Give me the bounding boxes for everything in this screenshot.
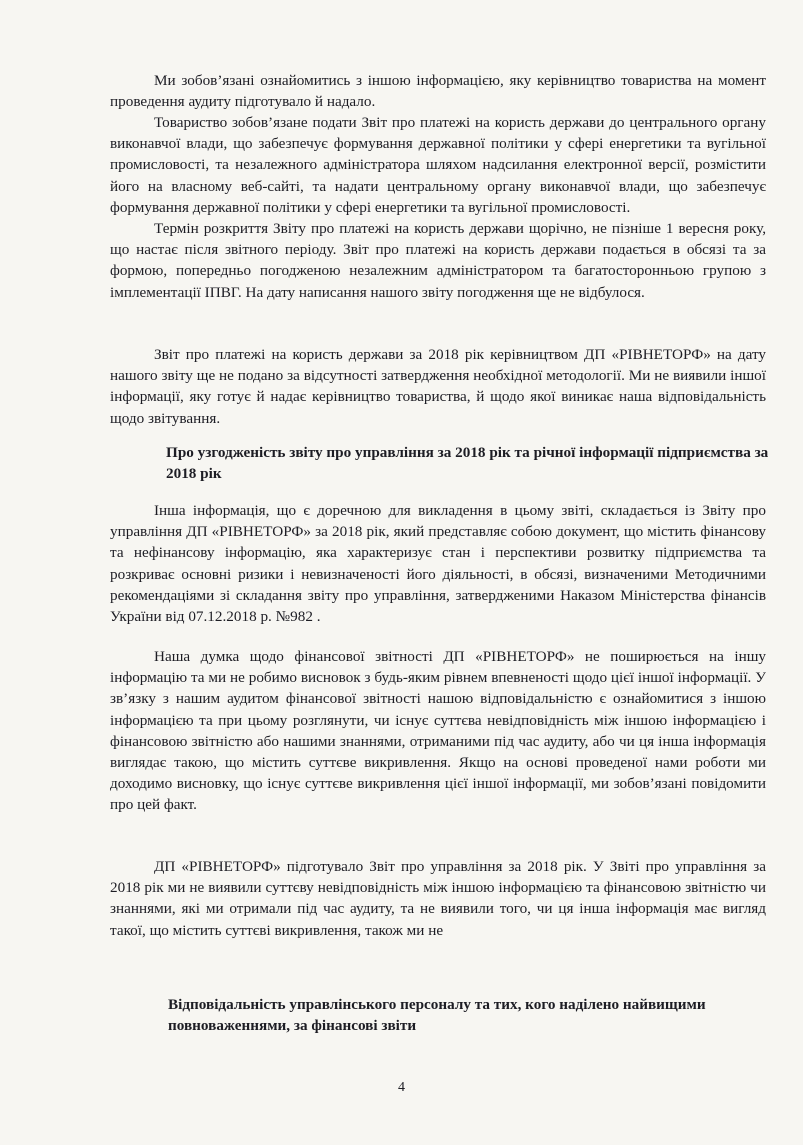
paragraph-disclosure-deadline: Термін розкриття Звіту про платежі на користь держави щорічно, не пізніше 1 вересня року, що настає після звітного періоду. Звіт про платежі на користь держави подається в обсязі та за формою, попередньо погодженою незалежним адміністратором та багатосторонньою групою з імплементації ІПВГ. На дату написання нашого звіту погодження ще не відбулося. [110, 220, 766, 301]
paragraph-management-report: ДП «РІВНЕТОРФ» підготувало Звіт про управління за 2018 рік. У Звіті про управління за 2018 рік ми не виявили суттєву невідповідність між іншою інформацією та фінансовою звітністю чи знаннями, які ми отримали під час аудиту, та не виявили того, чи ця інша інформація має вигляд такої, що містить суттєві викривлення, також ми не [110, 858, 766, 939]
paragraph-report-not-submitted: Звіт про платежі на користь держави за 2018 рік керівництвом ДП «РІВНЕТОРФ» на дату нашого звіту ще не подано за відсутності затвердження необхідної методології. Ми не виявили іншої інформації, яку готує й надає керівництво товариства, й щодо якої виникає наша відповідальність щодо звітування. [110, 346, 766, 427]
page-number: 4 [398, 1080, 405, 1095]
paragraph-payments-report-submission: Товариство зобов’язане подати Звіт про платежі на користь держави до центрального органу виконавчої влади, що забезпечує формування державної політики у сфері енергетики та вугільної промисловості, та незалежного адміністратора шляхом надсилання електронної версії, розмістити його на власному веб-сайті, та надати центральному органу виконавчої влади, що забезпечує формування державної політики у сфері енергетики та вугільної промисловості. [110, 114, 766, 216]
paragraph-other-information-duty: Ми зобов’язані ознайомитись з іншою інформацією, яку керівництво товариства на момент проведення аудиту підготувало й надало. [110, 72, 766, 111]
paragraph-our-opinion: Наша думка щодо фінансової звітності ДП «РІВНЕТОРФ» не поширюється на іншу інформацію та ми не робимо висновок з будь-яким рівнем впевненості щодо цієї іншої інформації. У зв’язку з нашим аудитом фінансової звітності нашою відповідальністю є ознайомитися з іншою інформацією та при цьому розглянути, чи існує суттєва невідповідність між іншою інформацією і фінансовою звітністю або нашими знаннями, отриманими під час аудиту, або чи ця інша інформація виглядає такою, що містить суттєве викривлення. Якщо на основі проведеної нами роботи ми доходимо висновку, що існує суттєве викривлення цієї іншої інформації, ми зобов’язані повідомити про цей факт. [110, 648, 766, 814]
paragraph-other-information-scope: Інша інформація, що є доречною для викладення в цьому звіті, складається із Звіту про управління ДП «РІВНЕТОРФ» за 2018 рік, який представляє собою документ, що містить фінансову та нефінансову інформацію, яка характеризує стан і перспективи розвитку підприємства та розкриває основні ризики і невизначеності його діяльності, в обсязі, визначеними Методичними рекомендаціями зі складання звіту про управління, затвердженими Наказом Міністерства фінансів України від 07.12.2018 р. №982 . [110, 502, 766, 626]
heading-management-responsibility: Відповідальність управлінського персоналу та тих, кого наділено найвищими повноваженнями, за фінансові звіти [168, 996, 706, 1034]
heading-consistency: Про узгодженість звіту про управління за 2018 рік та річної інформації підприємства за 2018 рік [166, 444, 769, 482]
